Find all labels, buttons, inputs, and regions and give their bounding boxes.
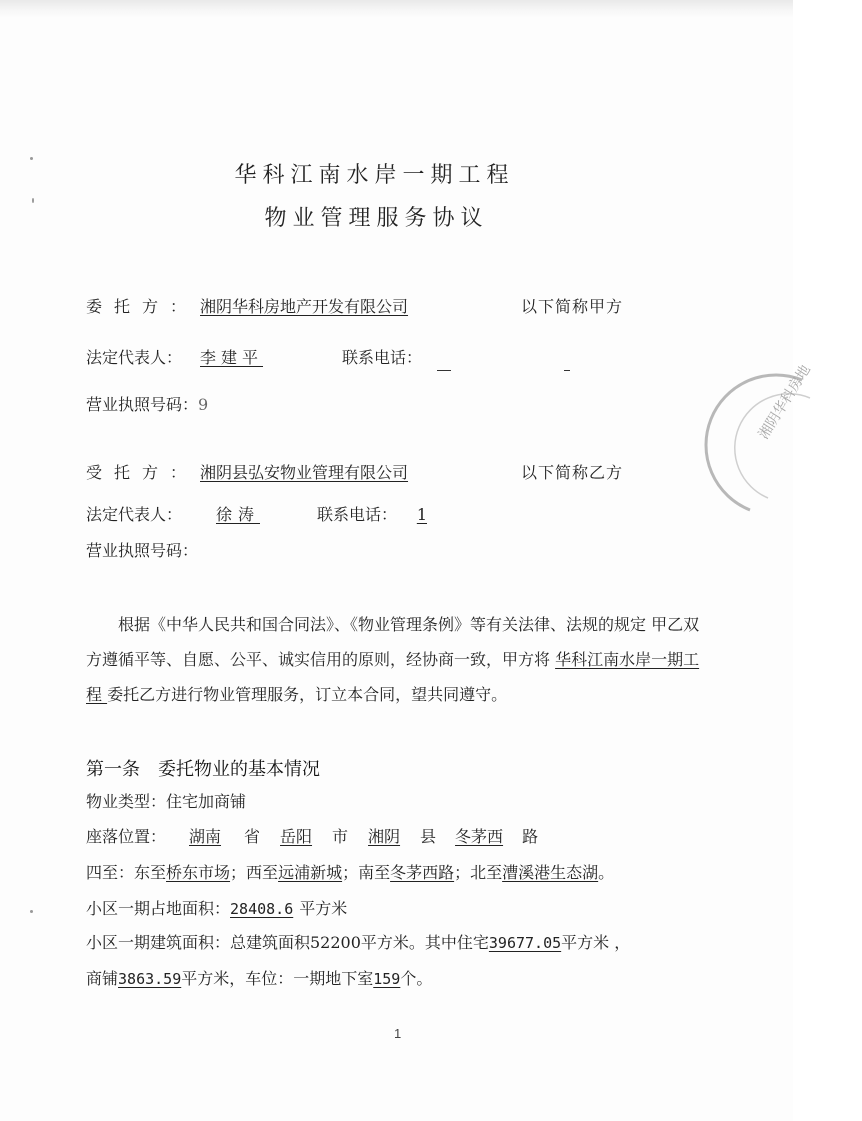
location-city: 岳阳 bbox=[280, 827, 313, 846]
party-b-phone-value: 1 bbox=[416, 505, 427, 524]
property-type-label: 物业类型： bbox=[86, 792, 167, 811]
parking-count: 159 bbox=[373, 970, 401, 988]
scan-shadow bbox=[0, 0, 793, 18]
party-b-label: 受托方： bbox=[86, 463, 199, 482]
north-label: ；北至 bbox=[454, 863, 503, 882]
party-a-license-label: 营业执照号码： bbox=[86, 395, 199, 414]
west-value: 远浦新城 bbox=[278, 863, 343, 882]
location-row bbox=[86, 827, 538, 847]
land-area-label: 小区一期占地面积： bbox=[86, 899, 231, 918]
party-b-license-label: 营业执照号码： bbox=[86, 541, 199, 560]
south-value: 冬茅西路 bbox=[390, 863, 455, 882]
doc-title-line2: 物业管理服务协议 bbox=[264, 206, 489, 231]
location-road-unit: 路 bbox=[522, 827, 539, 846]
preamble-text-2: 委托乙方进行物业管理服务，订立本合同，望共同遵守。 bbox=[107, 685, 508, 704]
location-label: 座落位置： bbox=[86, 827, 167, 846]
property-type-row bbox=[86, 792, 246, 812]
scan-speck bbox=[30, 910, 33, 913]
location-county: 湘阴 bbox=[368, 827, 401, 846]
west-label: ；西至 bbox=[230, 863, 279, 882]
shop-label: 商铺 bbox=[86, 969, 119, 988]
residential-unit: 平方米 ， bbox=[561, 933, 631, 952]
preamble-project: 华科江南水岸一期工程 bbox=[86, 650, 700, 704]
party-a-alias: 以下简称甲方 bbox=[521, 297, 624, 316]
shop-area: 3863.59 bbox=[118, 970, 182, 988]
build-area-row bbox=[86, 933, 630, 953]
page-number: 1 bbox=[394, 1026, 402, 1041]
east-label: 东至 bbox=[134, 863, 167, 882]
preamble-text-1: 根据《中华人民共和国合同法》、《物业管理条例》等有关法律、法规的规定 甲乙双方遵循平等、自愿、公平、诚实信用的原则，经协商一致，甲方将 bbox=[86, 615, 700, 669]
article1-heading: 第一条 委托物业的基本情况 bbox=[86, 759, 320, 780]
location-province: 湖南 bbox=[189, 827, 222, 846]
east-value: 桥东市场 bbox=[166, 863, 231, 882]
land-area-unit: 平方米 bbox=[299, 899, 348, 918]
company-seal bbox=[742, 362, 862, 530]
parking-unit: 个。 bbox=[400, 969, 433, 988]
build-area-label: 小区一期建筑面积：总建筑面积52200平方米。其中住宅 bbox=[86, 933, 489, 952]
seal-text: 湘阴华科房地 bbox=[755, 362, 814, 443]
party-b-phone-label: 联系电话： bbox=[317, 505, 398, 524]
party-a-phone-label: 联系电话： bbox=[342, 348, 423, 367]
shop-parking-row bbox=[86, 969, 432, 989]
party-a-license-row bbox=[86, 395, 208, 415]
party-a-name: 湘阴华科房地产开发有限公司 bbox=[200, 297, 409, 316]
party-a-rep-name: 李建平 bbox=[200, 348, 264, 367]
party-a-row bbox=[86, 297, 420, 317]
preamble-paragraph bbox=[86, 607, 714, 712]
party-b-rep-label: 法定代表人： bbox=[86, 505, 183, 524]
south-label: ；南至 bbox=[342, 863, 391, 882]
party-b-rep-name: 徐涛 bbox=[215, 505, 260, 524]
location-county-unit: 县 bbox=[420, 827, 437, 846]
land-area-row bbox=[86, 899, 347, 919]
party-a-license-value: 9 bbox=[198, 395, 209, 414]
boundaries-row bbox=[86, 863, 614, 883]
party-b-name: 湘阴县弘安物业管理有限公司 bbox=[200, 463, 409, 482]
property-type-value: 住宅加商铺 bbox=[166, 792, 247, 811]
north-value: 漕溪港生态湖 bbox=[502, 863, 599, 882]
party-b-alias: 以下简称乙方 bbox=[521, 463, 624, 482]
location-road: 冬茅西 bbox=[455, 827, 504, 846]
shop-unit: 平方米，车位：一期地下室 bbox=[181, 969, 374, 988]
land-area-value: 28408.6 bbox=[230, 900, 294, 918]
residential-area: 39677.05 bbox=[488, 934, 562, 952]
location-province-unit: 省 bbox=[244, 827, 261, 846]
party-a-phone-blank-end bbox=[564, 370, 570, 371]
bounds-end: 。 bbox=[598, 863, 615, 882]
doc-title-line1: 华科江南水岸一期工程 bbox=[234, 163, 515, 188]
bounds-label: 四至： bbox=[86, 863, 135, 882]
location-city-unit: 市 bbox=[332, 827, 349, 846]
party-b-row bbox=[86, 463, 408, 483]
party-a-label: 委托方： bbox=[86, 297, 199, 316]
party-a-rep-label: 法定代表人： bbox=[86, 348, 183, 367]
party-a-phone-blank bbox=[437, 370, 451, 371]
